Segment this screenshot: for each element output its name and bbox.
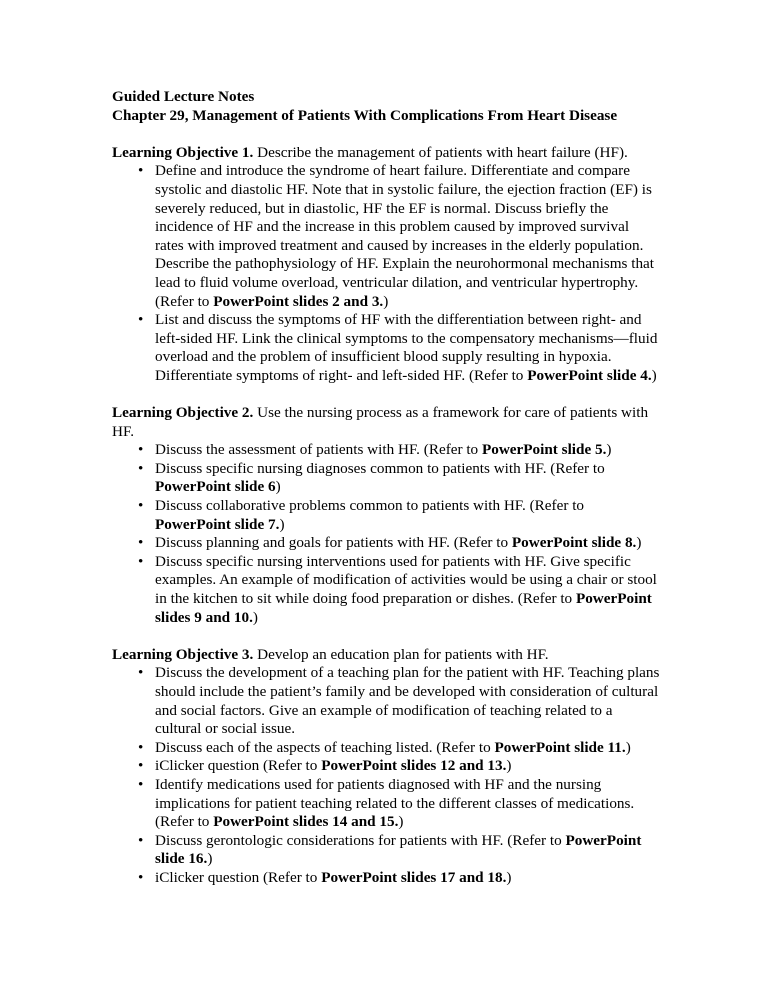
bullet-point-icon: • [138,775,144,793]
list-item-text-run: Define and introduce the syndrome of heart failure. Differentiate and compare systolic and diastolic HF. Note that in systolic failure, the ejection fraction (EF) is severely reduced, but in diastolic, HF the EF is normal. Discuss briefly the incidence of HF and the increase in this problem caused by improved survival rates with improved treatment and caused by increases in the elderly population. Describe the pathophysiology of HF. Explain the neurohormonal mechanisms that lead to fluid volume overload, ventricular dilation, and ventricular hypertrophy. (Refer to [155,162,655,310]
bullet-point-icon: • [138,534,144,552]
slide-reference: PowerPoint slides 14 and 15. [213,813,399,831]
list-item-text-run: Discuss specific nursing interventions used for patients with HF. Give specific examples. An example of modification of activities would be using a chair or stool in the kitchen to sit while doing food preparation or dishes. (Refer to [155,552,657,608]
slide-reference: PowerPoint slide 6 [155,478,276,496]
list-item [112,739,660,758]
learning-objective-description: Develop an education plan for patients with HF. [253,645,549,663]
slide-reference: PowerPoint slide 5. [481,441,607,459]
list-item-text-run: Discuss specific nursing diagnoses common to patients with HF. (Refer to [155,459,605,477]
list-item-text [155,869,511,886]
bullet-point-icon: • [138,441,144,459]
bullet-point-icon: • [138,664,144,682]
slide-reference: PowerPoint slides 17 and 18. [321,868,507,886]
list-item-text [155,497,584,533]
learning-objective-label: Learning Objective 2. [112,404,254,422]
list-item-text-run: ) [625,738,631,756]
list-item-text-run: ) [275,478,281,496]
list-item-text-run: iClicker question (Refer to [155,757,322,775]
list-item [112,664,660,738]
list-item [112,757,660,776]
list-item-text-run: ) [252,608,258,626]
list-item-text-run: List and discuss the symptoms of HF with the differentiation between right- and left-sided HF. Link the clinical symptoms to the compensatory mechanisms—fluid overload and the problem of insufficient blood supply resulting in hypoxia. Differentiate symptoms of right- and left-sided HF. (Refer to [155,311,658,384]
list-item [112,534,660,553]
learning-objective-description: Use the nursing process as a framework for care of patients with HF. [112,404,649,440]
document-title-line-2: Chapter 29, Management of Patients With Complications From Heart Disease [112,106,618,124]
list-item-text [155,739,631,756]
bullet-point-icon: • [138,497,144,515]
list-item [112,553,660,627]
list-item-text [155,534,641,551]
bullet-point-icon: • [138,738,144,756]
list-item [112,832,660,869]
list-item-text [155,311,657,384]
section-spacer [112,386,660,405]
list-item-text-run: Discuss each of the aspects of teaching listed. (Refer to [155,738,495,756]
bullet-point-icon: • [138,757,144,775]
learning-objective-section [112,144,660,386]
list-item-text [155,757,511,774]
list-item-text-run: Discuss planning and goals for patients with HF. (Refer to [155,534,512,552]
list-item-text-run: ) [398,813,404,831]
list-item-text-run: ) [606,441,612,459]
section-spacer [112,125,660,144]
section-spacer [112,627,660,646]
list-item [112,441,660,460]
list-item-text-run: ) [383,292,389,310]
document-title-line-1: Guided Lecture Notes [112,88,255,105]
list-item-text-run: ) [207,850,213,868]
slide-reference: PowerPoint slides 2 and 3. [213,292,384,310]
list-item-text-run: Discuss gerontologic considerations for patients with HF. (Refer to [155,831,566,849]
slide-reference: PowerPoint slide 4. [527,366,652,384]
list-item-text-run: ) [279,515,285,533]
learning-objective-section [112,404,660,627]
list-item-text-run: iClicker question (Refer to [155,868,322,886]
learning-objective-description: Describe the management of patients with heart failure (HF). [253,143,628,161]
document-body [112,88,660,888]
list-item [112,460,660,497]
list-item [112,869,660,888]
bullet-point-icon: • [138,552,144,570]
list-item-text [155,776,634,830]
bullet-list [112,664,660,887]
learning-objective-label: Learning Objective 3. [112,645,254,663]
list-item-text-run: Discuss the assessment of patients with HF. (Refer to [155,441,482,459]
list-item [112,776,660,832]
list-item-text [155,441,611,458]
list-item-text-run: ) [636,534,642,552]
list-item-text [155,664,659,737]
learning-objective-heading [112,144,660,163]
list-item-text [155,553,657,626]
bullet-list [112,162,660,385]
bullet-point-icon: • [138,311,144,329]
list-item [112,162,660,311]
list-item-text [155,162,654,309]
list-item-text-run: ) [506,757,512,775]
bullet-point-icon: • [138,459,144,477]
list-item-text-run: ) [651,366,657,384]
slide-reference: PowerPoint slide 16. [155,831,642,868]
document-title-block [112,88,660,125]
slide-reference: PowerPoint slide 7. [155,515,280,533]
learning-objective-heading [112,646,660,665]
list-item [112,497,660,534]
bullet-point-icon: • [138,162,144,180]
learning-objectives-container [112,125,660,887]
list-item-text-run: Discuss collaborative problems common to patients with HF. (Refer to [155,497,585,515]
list-item-text-run: Identify medications used for patients diagnosed with HF and the nursing implications for patient teaching related to the different classes of medications. (Refer to [155,775,635,831]
slide-reference: PowerPoint slides 9 and 10. [155,590,652,626]
bullet-point-icon: • [138,831,144,849]
learning-objective-label: Learning Objective 1. [112,143,254,161]
bullet-list [112,441,660,627]
list-item-text-run: Discuss the development of a teaching plan for the patient with HF. Teaching plans should include the patient’s family and be developed with consideration of cultural and social factors. Give an example of modification of teaching related to a cultural or social issue. [155,664,660,738]
list-item-text [155,460,605,496]
list-item-text-run: ) [506,868,512,886]
list-item [112,311,660,385]
slide-reference: PowerPoint slide 11. [494,738,626,756]
slide-reference: PowerPoint slides 12 and 13. [321,757,507,775]
bullet-point-icon: • [138,868,144,886]
slide-reference: PowerPoint slide 8. [511,534,637,552]
list-item-text [155,832,641,868]
learning-objective-section [112,646,660,888]
learning-objective-heading [112,404,660,441]
